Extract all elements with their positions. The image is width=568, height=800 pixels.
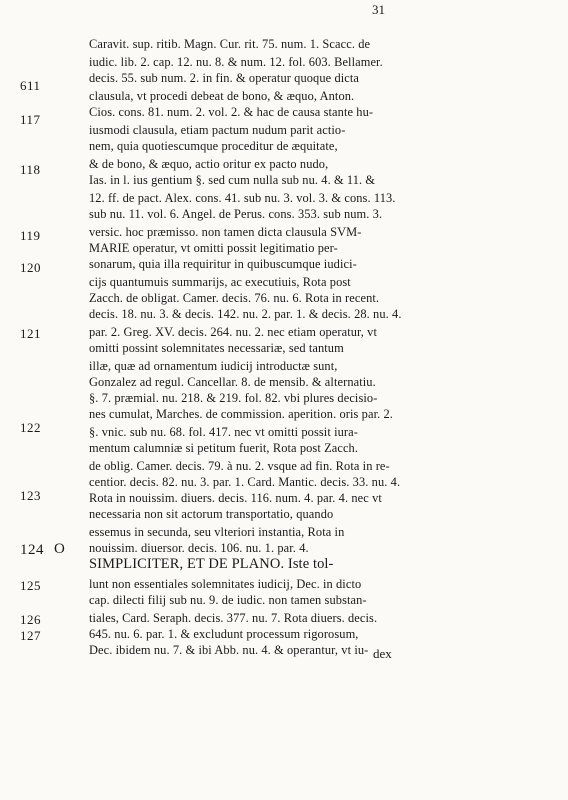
text-line: & de bono, & æquo, actio oritur ex pacto nudo, (89, 157, 329, 171)
text-line: essemus in secunda, seu vlteriori instantia, Rota in (89, 525, 345, 539)
text-line: SIMPLICITER, ET DE PLANO. Iste tol- (89, 556, 334, 572)
marginal-note: 124 (20, 542, 44, 558)
text-line: nes cumulat, Marches. de commission. aperition. oris par. 2. (89, 407, 393, 421)
text-line: Cios. cons. 81. num. 2. vol. 2. & hac de causa stante hu- (89, 105, 374, 119)
text-line: mentum calumniæ si petitum fuerit, Rota post Zacch. (89, 441, 359, 455)
text-line: cap. dilecti filij sub nu. 9. de iudic. non tamen substan- (89, 593, 367, 607)
text-line: iudic. lib. 2. cap. 12. nu. 8. & num. 12. fol. 603. Bellamer. (89, 55, 383, 69)
text-line: tiales, Card. Seraph. decis. 377. nu. 7. Rota diuers. decis. (89, 611, 378, 625)
text-line: 12. ff. de pact. Alex. cons. 41. sub nu. 3. vol. 3. & cons. 113. (89, 191, 396, 205)
text-line: §. 7. præmial. nu. 218. & 219. fol. 82. vbi plures decisio- (89, 391, 378, 405)
text-line: sonarum, quia illa requiritur in quibuscumque iudici- (89, 257, 357, 271)
marginal-note: 118 (20, 162, 41, 177)
text-line: decis. 18. nu. 3. & decis. 142. nu. 2. par. 1. & decis. 28. nu. 4. (89, 307, 402, 321)
text-line: nouissim. diuersor. decis. 106. nu. 1. par. 4. (89, 541, 309, 555)
marginal-note: 127 (20, 628, 41, 643)
text-line: MARIE operatur, vt omitti possit legitimatio per- (89, 241, 338, 255)
text-line: omitti possint solemnitates necessariæ, sed tantum (89, 341, 344, 355)
text-line: §. vnic. sub nu. 68. fol. 417. nec vt omitti possit iura- (89, 425, 358, 439)
marginal-note: 120 (20, 260, 41, 275)
text-line: clausula, vt procedi debeat de bono, & æquo, Anton. (89, 89, 355, 103)
marginal-note: 123 (20, 488, 41, 503)
marginal-note: 125 (20, 578, 41, 593)
text-line: de oblig. Camer. decis. 79. à nu. 2. vsque ad fin. Rota in re- (89, 459, 390, 473)
marginal-note: 121 (20, 326, 41, 341)
text-line: 645. nu. 6. par. 1. & excludunt processum rigorosum, (89, 627, 359, 641)
text-line: Ias. in l. ius gentium §. sed cum nulla sub nu. 4. & 11. & (89, 173, 376, 187)
text-line: centior. decis. 82. nu. 3. par. 1. Card. Mantic. decis. 33. nu. 4. (89, 475, 401, 489)
text-line: nem, quia quotiescumque proceditur de æquitate, (89, 139, 338, 153)
text-line: versic. hoc præmisso. non tamen dicta clausula SVM- (89, 225, 362, 239)
section-mark: O (54, 541, 65, 557)
text-line: Caravit. sup. ritib. Magn. Cur. rit. 75. num. 1. Scacc. de (89, 37, 371, 51)
text-line: iusmodi clausula, etiam pactum nudum parit actio- (89, 123, 346, 137)
text-line: cijs quantumuis summarijs, ac executiuis, Rota post (89, 275, 351, 289)
text-line: Rota in nouissim. diuers. decis. 116. num. 4. par. 4. nec vt (89, 491, 382, 505)
marginal-note: 119 (20, 228, 41, 243)
text-line: decis. 55. sub num. 2. in fin. & operatur quoque dicta (89, 71, 360, 85)
marginal-note: 117 (20, 112, 41, 127)
text-line: sub nu. 11. vol. 6. Angel. de Perus. cons. 353. sub num. 3. (89, 207, 383, 221)
page-number: 31 (372, 2, 385, 17)
marginal-note: 122 (20, 420, 41, 435)
text-line: Dec. ibidem nu. 7. & ibi Abb. nu. 4. & operantur, vt iu- (89, 643, 369, 657)
catchword: dex (373, 646, 392, 661)
marginal-note: 611 (20, 78, 41, 93)
text-line: illæ, quæ ad ornamentum iudicij introductæ sunt, (89, 359, 338, 373)
text-line: Zacch. de obligat. Camer. decis. 76. nu. 6. Rota in recent. (89, 291, 380, 305)
text-line: necessaria non sit actorum transportatio, quando (89, 507, 334, 521)
text-line: Gonzalez ad regul. Cancellar. 8. de mensib. & alternatiu. (89, 375, 376, 389)
text-line: lunt non essentiales solemnitates iudicij, Dec. in dicto (89, 577, 362, 591)
marginal-note: 126 (20, 612, 41, 627)
text-line: par. 2. Greg. XV. decis. 264. nu. 2. nec etiam operatur, vt (89, 325, 378, 339)
